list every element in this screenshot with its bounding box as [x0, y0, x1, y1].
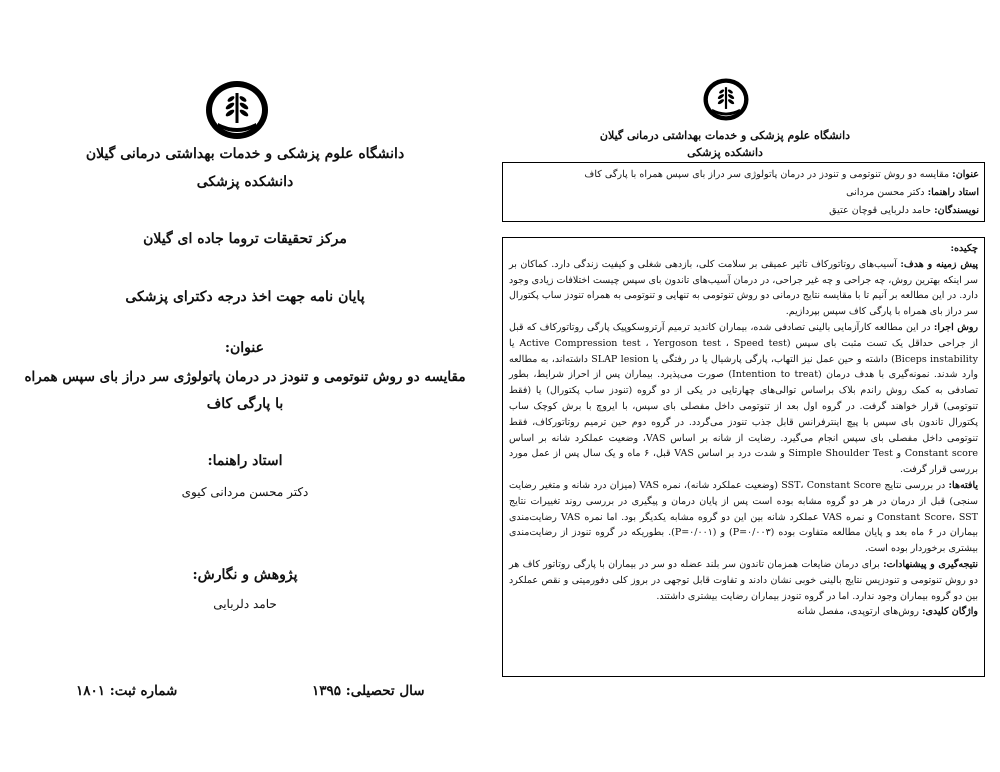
abstract-findings — [509, 478, 978, 557]
supervisor-label: استاد راهنما: — [207, 453, 283, 469]
findings-label: یافته‌ها: — [948, 479, 978, 491]
abstract-background — [509, 257, 978, 320]
abstract-conclusion — [509, 557, 978, 604]
author-label: پژوهش و نگارش: — [192, 567, 298, 583]
keywords-label: واژگان کلیدی: — [922, 606, 978, 618]
academic-year: سال تحصیلی: ۱۳۹۵ — [312, 683, 425, 699]
thesis-title-line2: با پارگی کاف — [206, 396, 284, 412]
abstract-keywords — [509, 604, 978, 620]
info-title-value: مقایسه دو روش تنوتومی و تنودز در درمان پاتولوژی سر دراز بای سپس همراه با پارگی کاف — [584, 169, 950, 180]
conclusion-text: برای درمان ضایعات همزمان تاندون سر بلند عضله دو سر در بیماران با پارگی روتاتور کاف هر دو روش تنوتومی و تنودزیس نتایج بالینی خوبی نشان دادند و تفاوت قابل توجهی در بروز کلی دفورمیتی و نقص عملکرد بین دو گروه بیماران وجود ندارد. اما در گروه تنودز بیماران رضایت بیشتری داشتند. — [509, 558, 978, 602]
keywords-text: روش‌های ارتوپدی، مفصل شانه — [796, 606, 919, 618]
abstract-box — [502, 237, 985, 677]
abstract-heading: چکیده: — [950, 243, 978, 254]
thesis-title-line1: مقایسه دو روش تنوتومی و تنودز در درمان پاتولوژی سر دراز بای سپس همراه — [24, 369, 466, 385]
registration-number: شماره ثبت: ۱۸۰۱ — [76, 683, 178, 699]
info-authors-row — [508, 202, 979, 220]
abstract-page — [490, 0, 1000, 772]
background-label: پیش زمینه و هدف: — [900, 258, 978, 270]
info-authors-value: حامد دلربایی قوچان عتیق — [829, 205, 932, 216]
abstract-methods — [509, 320, 978, 478]
thesis-info-box — [502, 162, 985, 222]
university-emblem-icon — [204, 79, 270, 141]
conclusion-label: نتیجه‌گیری و پیشنهادات: — [883, 558, 978, 570]
title-label: عنوان: — [224, 340, 264, 356]
author-name: حامد دلربایی — [213, 597, 277, 611]
info-title-label: عنوان: — [952, 169, 979, 180]
thesis-purpose: پایان نامه جهت اخذ درجه دکترای پزشکی — [125, 289, 365, 305]
cover-page — [0, 0, 490, 772]
faculty-name: دانشکده پزشکی — [196, 174, 294, 190]
supervisor-name: دکتر محسن مردانی کیوی — [181, 485, 309, 499]
faculty-name: دانشکده پزشکی — [687, 146, 763, 159]
methods-label: روش اجرا: — [933, 321, 978, 333]
info-supervisor-row — [508, 184, 979, 202]
research-center: مرکز تحقیقات تروما جاده ای گیلان — [143, 231, 347, 247]
university-name: دانشگاه علوم پزشکی و خدمات بهداشتی درمانی گیلان — [599, 129, 851, 142]
university-emblem-icon — [702, 77, 750, 122]
background-text: آسیب‌های روتاتورکاف تاثیر عمیقی بر سلامت کلی، بازدهی شغلی و کیفیت زندگی دارد. کماکان بر سر اینکه بهترین روش، چه جراحی و چه غیر جراحی، در درمان آسیب‌های تاندون بای سپس چیست اختلافات زیادی وجود دارد. در این مطالعه بر آنیم تا با مقایسه نتایج درمانی دو روش تنوتومی به تنهایی و تنوتومی به همراه تنودز ساب پکتورال سر دراز بای همراه با پارگی کاف سپس بپردازیم. — [509, 258, 978, 318]
findings-text: در بررسی نتایج SST، Constant Score (وضعیت عملکرد شانه)، نمره VAS (میزان درد شانه و متغیر رضایت سنجی) قبل از درمان در هر دو گروه مشابه بوده است پس از پایان درمان و پیگیری در بررسی روند تغییرات نتایج Constant Score، SST و نمره VAS عملکرد شانه بین این دو گروه مشابه یکدیگر بود. اما نمره VAS رضایت‌مندی بیماران در ۶ ماه بعد و پایان مطالعه متفاوت بوده (P=۰/۰۰۳) و (P=۰/۰۰۱). بطوریکه در گروه تنودز از رضایت‌مندی بیشتری برخوردار بوده است. — [509, 479, 979, 555]
methods-text: در این مطالعه کارآزمایی بالینی تصادفی شده، بیماران کاندید ترمیم آرتروسکوپیک پارگی روتاتورکاف که قبل از جراحی حداقل یک تست مثبت بای سپس (Active Compression test ، Yergoson test ، Speed test یا Biceps instability) داشته و حین عمل نیز التهاب، پارگی پارشیال یا در رفتگی یا SLAP lesion داشته‌اند، به مطالعه وارد شدند. نمونه‌گیری با هدف درمان (Intention to treat) صورت می‌پذیرد. بیماران پس از احراز شرایط، بطور تصادفی به کمک روش راندم بلاک براساس توالی‌های چهارتایی در یکی از دو گروه (تنودز ساب پکتورال) یا (فقط تنوتومی) قرار خواهند گرفت. در گروه اول بعد از تنوتومی داخل مفصلی بای سپس، با ایروچ با برش کوچک ساب پکتورال تاندون بای سپس با پیچ اینترفرانس قابل جذب تنودز می‌گردد. در گروه دوم حین ترمیم روتاتورکاف، فقط تنوتومی داخل مفصلی بای سپس انجام می‌گیرد. رضایت از شانه بر اساس VAS، وضعیت عملکرد شانه بر اساس Constant score و Simple Shoulder Test و شدت درد بر اساس VAS قبل، ۶ ماه و یک سال پس از عمل مورد بررسی قرار گرفت. — [509, 321, 979, 476]
info-authors-label: نویسندگان: — [934, 205, 979, 216]
info-title-row — [508, 166, 979, 184]
info-supervisor-value: دکتر محسن مردانی — [846, 187, 925, 198]
info-supervisor-label: استاد راهنما: — [927, 187, 979, 198]
university-name: دانشگاه علوم پزشکی و خدمات بهداشتی درمانی گیلان — [85, 146, 405, 162]
